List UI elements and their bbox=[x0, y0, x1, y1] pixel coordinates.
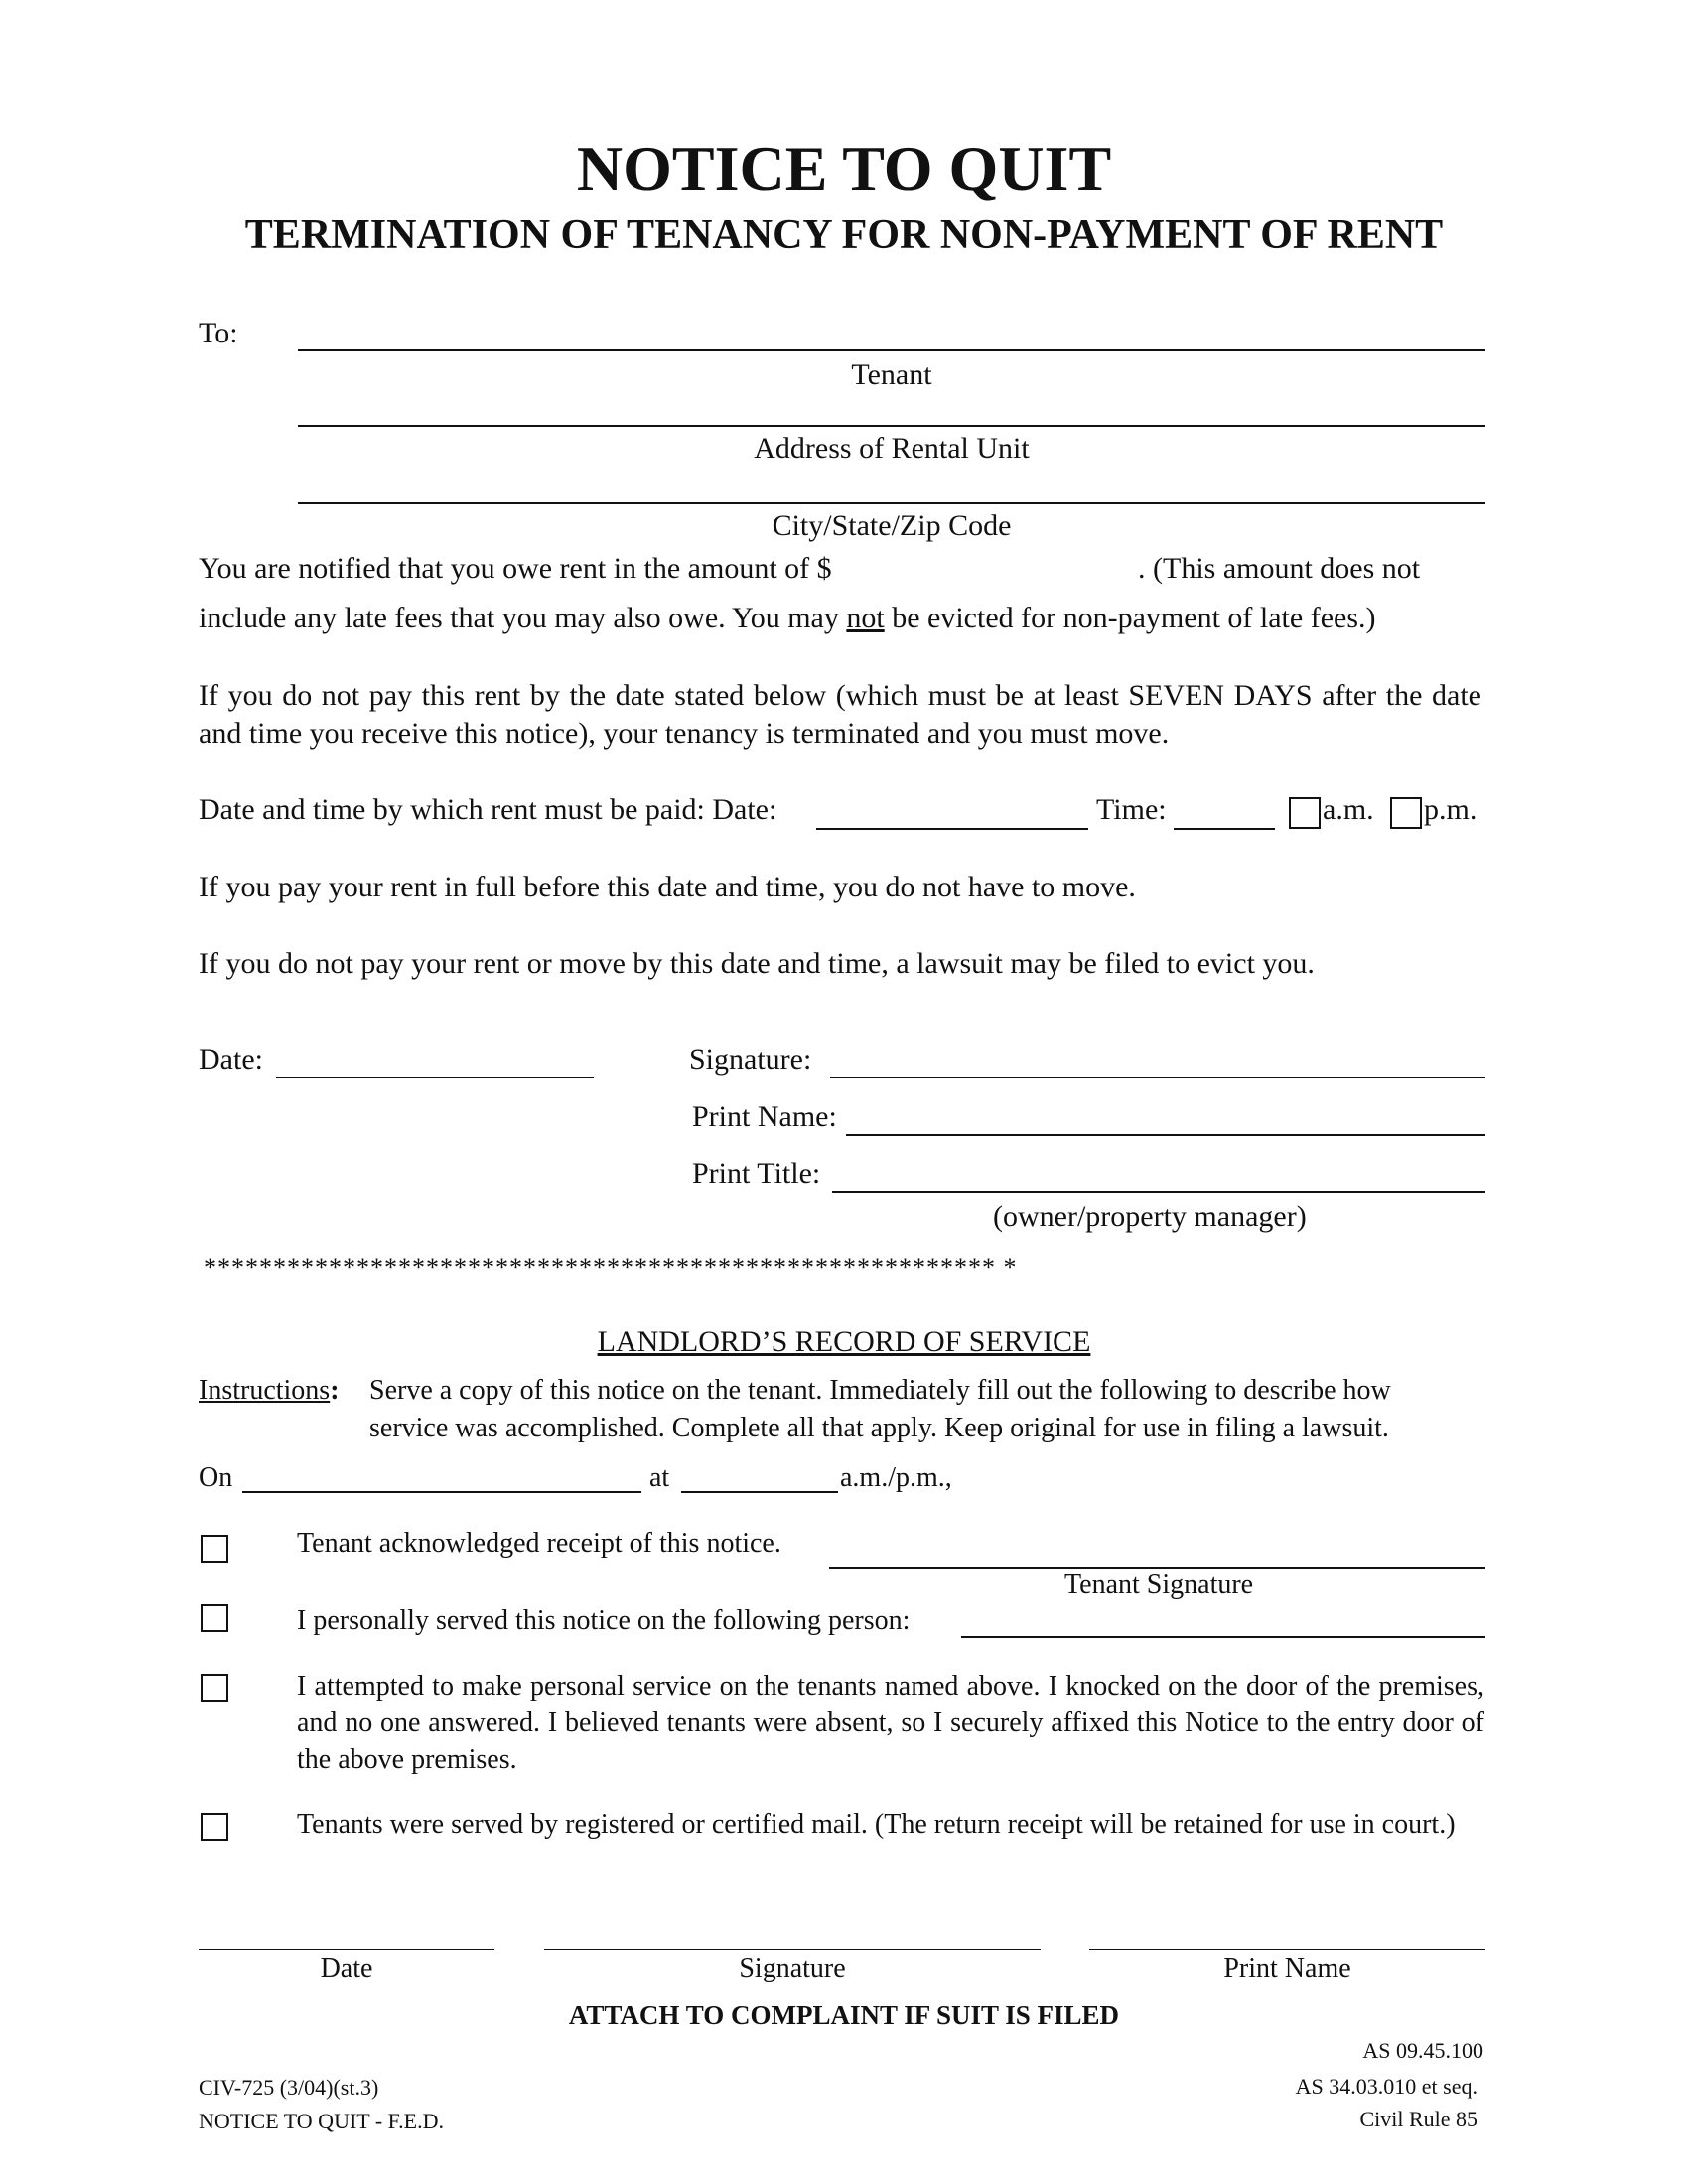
certified-mail-checkbox[interactable] bbox=[201, 1813, 228, 1841]
am-checkbox[interactable] bbox=[1289, 797, 1321, 829]
instructions-colon: : bbox=[330, 1375, 340, 1406]
attach-note: ATTACH TO COMPLAINT IF SUIT IS FILED bbox=[568, 2000, 1120, 2030]
notice-date-line bbox=[276, 1077, 594, 1078]
landlord-signature-field[interactable] bbox=[830, 1038, 1485, 1078]
rent-amount-field[interactable] bbox=[906, 548, 1134, 588]
print-name-line bbox=[846, 1134, 1485, 1136]
tenant-name-line bbox=[298, 349, 1485, 351]
print-name-label: Print Name: bbox=[692, 1100, 837, 1133]
tenant-signature-caption: Tenant Signature bbox=[1064, 1570, 1254, 1600]
owe-text-after: . (This amount does not bbox=[1138, 552, 1421, 585]
personally-served-checkbox[interactable] bbox=[201, 1604, 228, 1632]
bottom-print-name-caption: Print Name bbox=[1223, 1953, 1351, 1983]
page-title: NOTICE TO QUIT bbox=[576, 133, 1112, 204]
page-subtitle: TERMINATION OF TENANCY FOR NON-PAYMENT OF RENT bbox=[244, 212, 1444, 258]
separator-stars: ********************************************************* * bbox=[204, 1253, 1018, 1282]
pm-label: p.m. bbox=[1424, 793, 1477, 826]
notice-date-field[interactable] bbox=[276, 1038, 594, 1078]
server-print-name-field[interactable] bbox=[1089, 1910, 1485, 1950]
address-caption: Address of Rental Unit bbox=[754, 432, 1030, 465]
to-label: To: bbox=[199, 317, 238, 349]
instructions-label bbox=[199, 1374, 340, 1408]
print-name-field[interactable] bbox=[846, 1094, 1485, 1134]
option-personally-served: I personally served this notice on the following person: bbox=[297, 1605, 911, 1636]
am-label: a.m. bbox=[1323, 793, 1374, 826]
bottom-signature-caption: Signature bbox=[739, 1953, 846, 1983]
late-fees-text-b: be evicted for non-payment of late fees.) bbox=[884, 602, 1376, 634]
statute-1: AS 09.45.100 bbox=[1362, 2038, 1483, 2063]
print-title-line bbox=[832, 1191, 1485, 1193]
option-attempted-service: I attempted to make personal service on the tenants named above. I knocked on the door of the premises, and no one answered. I believed tenants were absent, so I securely affixed this Notice to the entry door of the above premises. bbox=[297, 1671, 1484, 1775]
service-heading: LANDLORD’S RECORD OF SERVICE bbox=[597, 1325, 1091, 1358]
due-date-field[interactable] bbox=[816, 788, 1088, 828]
due-time-label: Time: bbox=[1096, 793, 1167, 826]
ampm-label: a.m./p.m., bbox=[840, 1462, 952, 1493]
bottom-print-name-line bbox=[1089, 1949, 1485, 1950]
late-fees-text-a: include any late fees that you may also owe. You may bbox=[199, 602, 847, 634]
city-state-zip-field[interactable] bbox=[298, 463, 1485, 502]
late-fees-text bbox=[199, 601, 1375, 636]
service-date-field[interactable] bbox=[242, 1455, 641, 1495]
service-time-field[interactable] bbox=[681, 1455, 838, 1495]
instructions-word: Instructions bbox=[199, 1375, 331, 1406]
city-state-zip-caption: City/State/Zip Code bbox=[772, 509, 1012, 542]
service-time-line bbox=[681, 1491, 838, 1493]
served-person-line bbox=[961, 1636, 1485, 1638]
late-fees-not: not bbox=[846, 602, 885, 634]
server-signature-field[interactable] bbox=[544, 1910, 1041, 1950]
tenant-caption: Tenant bbox=[851, 358, 932, 391]
service-date-signature-field[interactable] bbox=[199, 1910, 494, 1950]
lawsuit-text: If you do not pay your rent or move by this date and time, a lawsuit may be filed to evict you. bbox=[199, 947, 1315, 980]
deadline-paragraph: If you do not pay this rent by the date stated below (which must be at least SEVEN DAYS after the date and time you receive this notice), your tenancy is terminated and you must move. bbox=[199, 679, 1481, 750]
address-field[interactable] bbox=[298, 385, 1485, 425]
bottom-date-caption: Date bbox=[320, 1953, 373, 1983]
option-tenant-acknowledged: Tenant acknowledged receipt of this notice. bbox=[297, 1528, 781, 1559]
at-label: at bbox=[649, 1462, 670, 1493]
owner-caption: (owner/property manager) bbox=[993, 1200, 1307, 1233]
on-label: On bbox=[199, 1462, 233, 1493]
city-state-zip-line bbox=[298, 502, 1485, 504]
option-certified-mail: Tenants were served by registered or certified mail. (The return receipt will be retained for use in court.) bbox=[297, 1809, 1456, 1840]
civil-rule: Civil Rule 85 bbox=[1359, 2107, 1477, 2131]
bottom-date-line bbox=[199, 1949, 494, 1950]
attempted-service-checkbox[interactable] bbox=[201, 1674, 228, 1702]
instructions-line1: Serve a copy of this notice on the tenant. Immediately fill out the following to describe how bbox=[369, 1375, 1391, 1406]
form-number: CIV-725 (3/04)(st.3) bbox=[199, 2075, 379, 2100]
print-title-label: Print Title: bbox=[692, 1158, 821, 1190]
owe-text-before: You are notified that you owe rent in the amount of $ bbox=[199, 552, 832, 585]
bottom-signature-line bbox=[544, 1949, 1041, 1950]
due-date-line bbox=[816, 828, 1088, 830]
statute-2: AS 34.03.010 et seq. bbox=[1295, 2074, 1477, 2099]
signature-label: Signature: bbox=[689, 1043, 812, 1076]
served-person-field[interactable] bbox=[961, 1600, 1485, 1640]
due-date-label: Date and time by which rent must be paid: Date: bbox=[199, 793, 777, 826]
pay-in-full-text: If you pay your rent in full before this date and time, you do not have to move. bbox=[199, 871, 1136, 903]
landlord-signature-line bbox=[830, 1077, 1485, 1078]
instructions-line2: service was accomplished. Complete all that apply. Keep original for use in filing a lawsuit. bbox=[369, 1413, 1389, 1443]
tenant-signature-field[interactable] bbox=[829, 1531, 1485, 1570]
tenant-acknowledged-checkbox[interactable] bbox=[201, 1535, 228, 1563]
due-time-field[interactable] bbox=[1174, 788, 1275, 828]
notice-date-label: Date: bbox=[199, 1043, 263, 1076]
print-title-field[interactable] bbox=[832, 1152, 1485, 1191]
pm-checkbox[interactable] bbox=[1390, 797, 1422, 829]
service-date-line bbox=[242, 1491, 641, 1493]
tenant-name-field[interactable] bbox=[298, 310, 1485, 349]
form-name: NOTICE TO QUIT - F.E.D. bbox=[199, 2109, 444, 2133]
due-time-line bbox=[1174, 828, 1275, 830]
address-line bbox=[298, 425, 1485, 427]
